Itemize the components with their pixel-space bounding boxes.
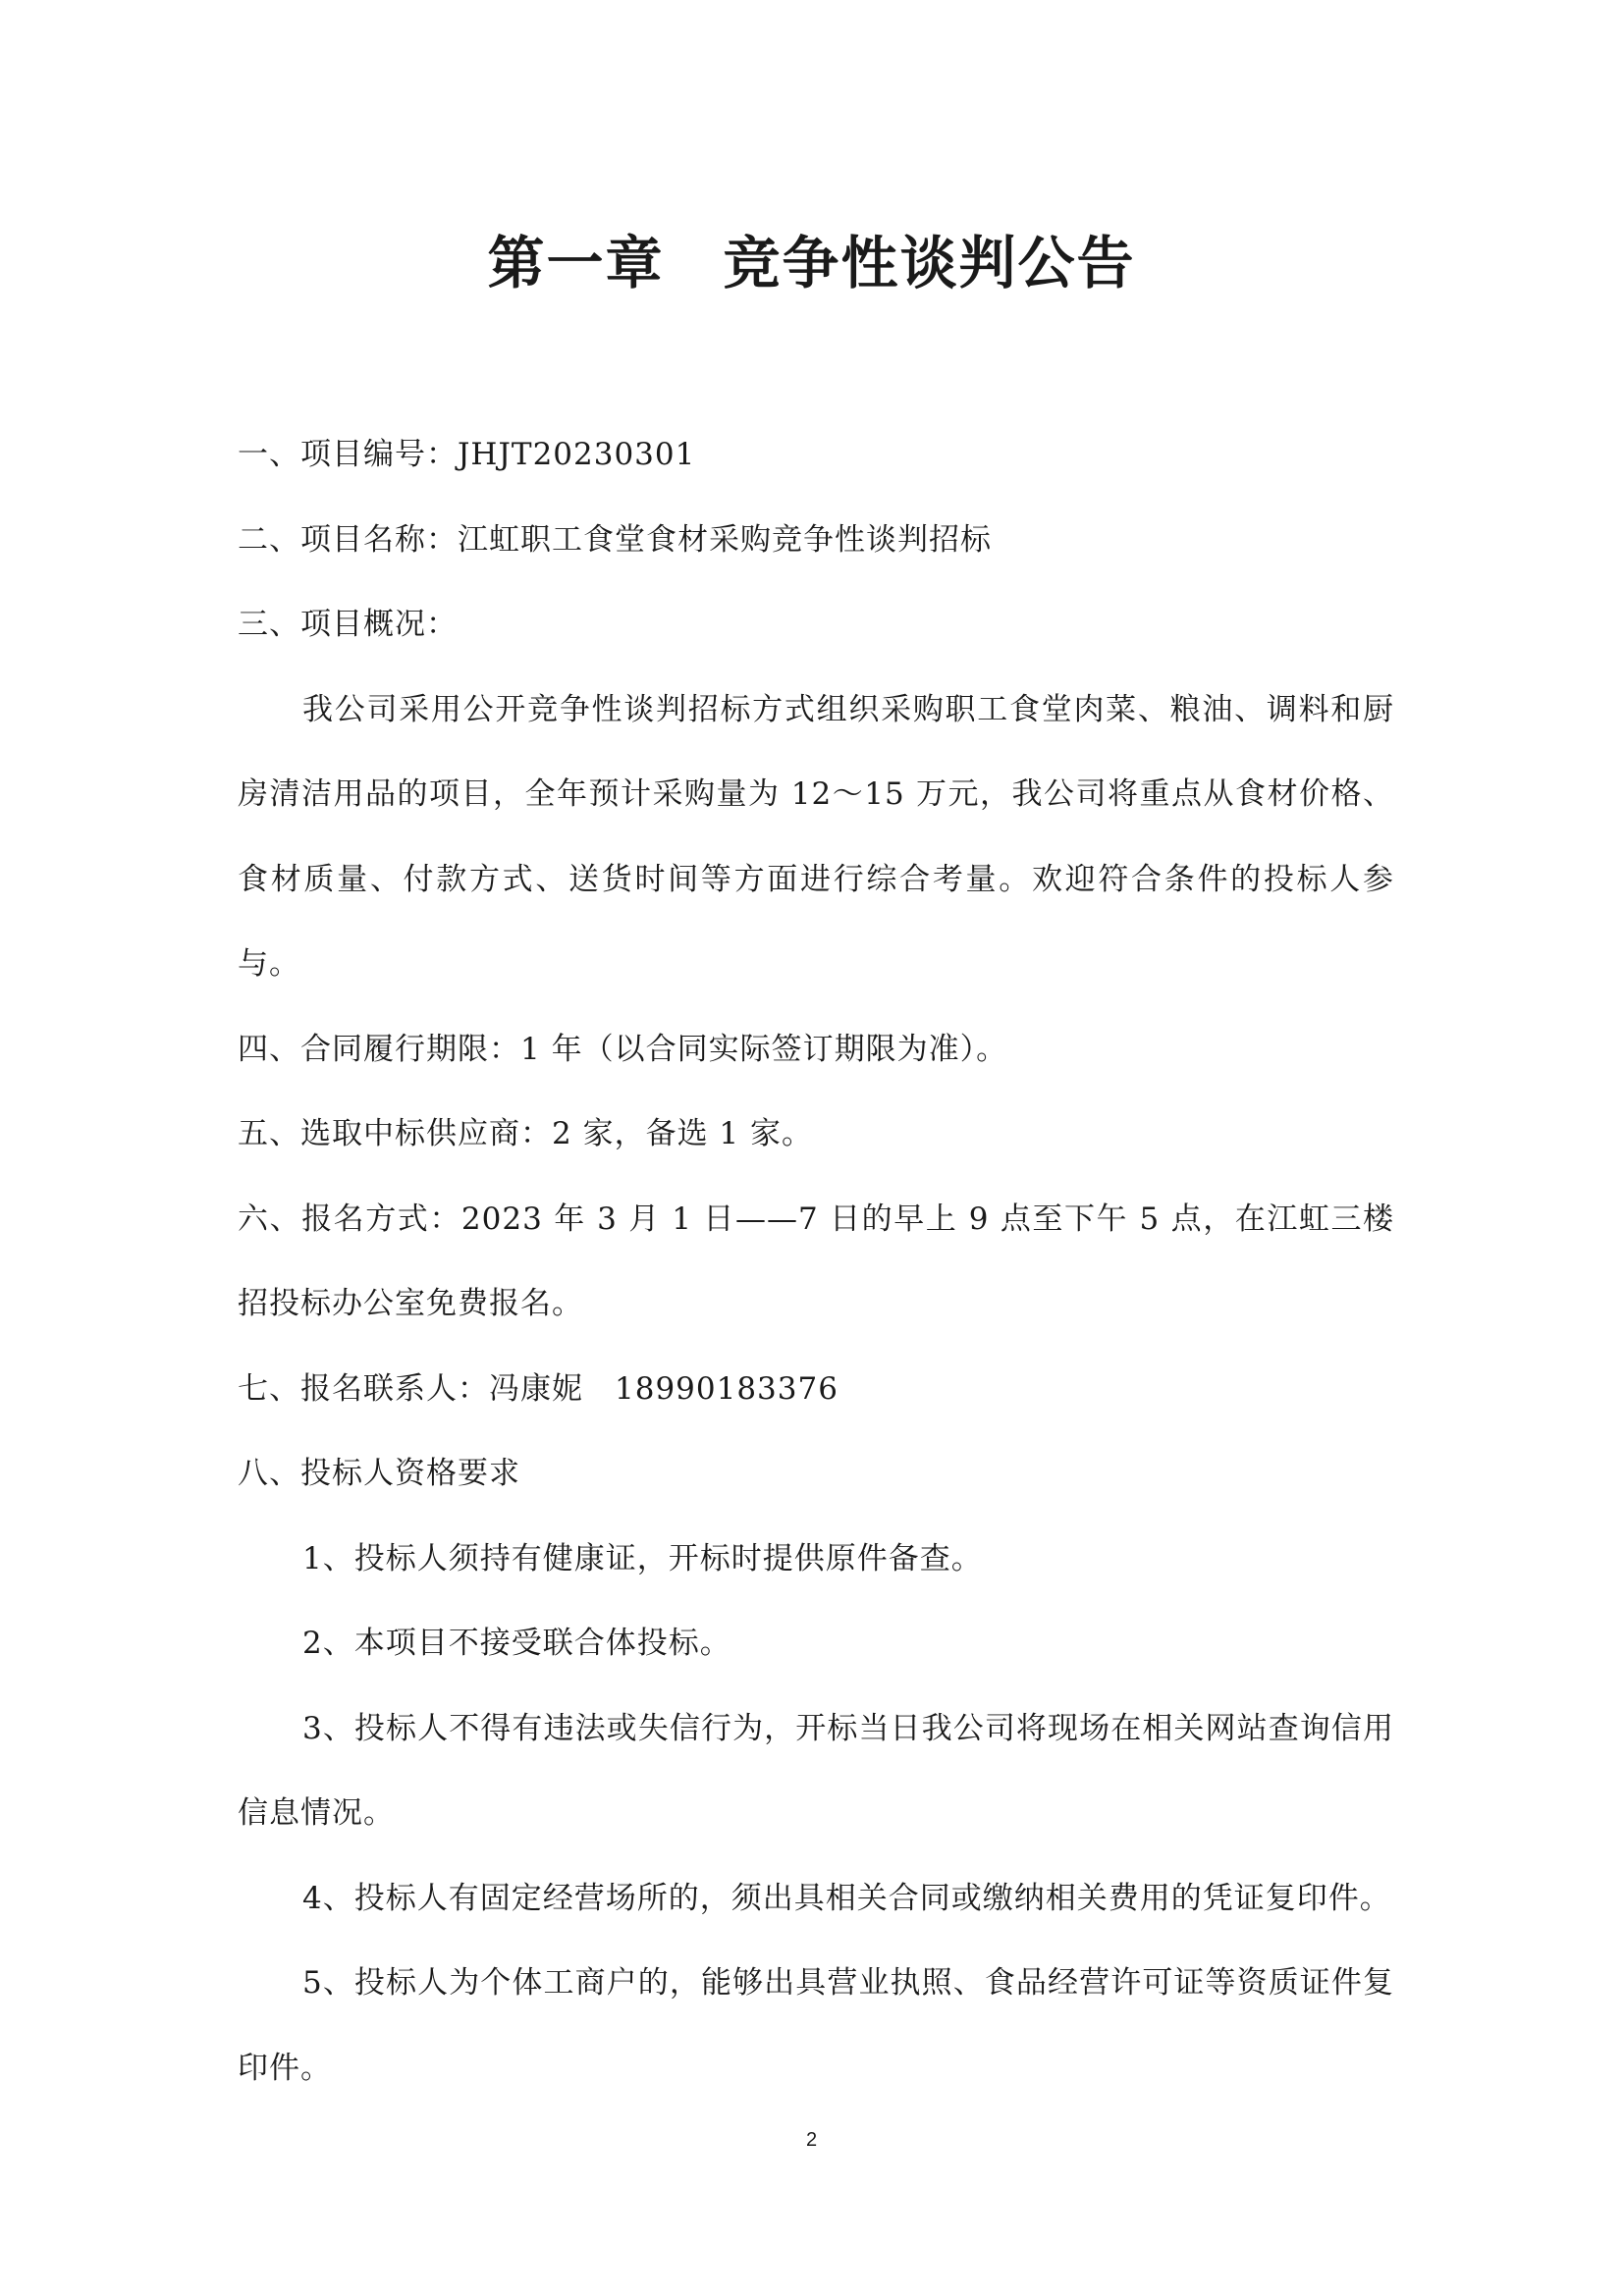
requirement-item: 1、投标人须持有健康证，开标时提供原件备查。 <box>302 1540 983 1576</box>
requirement-item: 2、本项目不接受联合体投标。 <box>302 1626 731 1661</box>
chapter-title: 第一章 竞争性谈判公告 <box>487 230 1136 296</box>
registration-method: 六、报名方式：2023 年 3 月 1 日——7 日的早上 9 点至下午 5 点，在江虹三楼招投标办公室免费报名。 <box>238 1201 1394 1321</box>
project-number: 一、项目编号：JHJT20230301 <box>238 437 696 472</box>
project-overview-text: 我公司采用公开竞争性谈判招标方式组织采购职工食堂肉菜、粮油、调料和厨房清洁用品的项目，全年预计采购量为 12～15 万元，我公司将重点从食材价格、食材质量、付款方式、送货时间等方面进行综合考量。欢迎符合条件的投标人参与。 <box>238 691 1394 982</box>
bidder-requirements-heading: 八、投标人资格要求 <box>238 1456 520 1491</box>
registration-contact: 七、报名联系人：冯康妮 18990183376 <box>238 1370 839 1407</box>
project-name: 二、项目名称：江虹职工食堂食材采购竞争性谈判招标 <box>238 521 992 558</box>
requirement-item: 3、投标人不得有违法或失信行为，开标当日我公司将现场在相关网站查询信用信息情况。 <box>238 1710 1394 1831</box>
winning-suppliers: 五、选取中标供应商：2 家，备选 1 家。 <box>238 1116 814 1151</box>
requirement-item: 4、投标人有固定经营场所的，须出具相关合同或缴纳相关费用的凭证复印件。 <box>302 1880 1391 1916</box>
project-overview-heading: 三、项目概况： <box>238 607 458 642</box>
contract-period: 四、合同履行期限：1 年（以合同实际签订期限为准）。 <box>238 1031 1008 1067</box>
document-body <box>238 412 1394 2110</box>
requirement-item: 5、投标人为个体工商户的，能够出具营业执照、食品经营许可证等资质证件复印件。 <box>238 1965 1394 2086</box>
page-number: 2 <box>805 2129 818 2151</box>
